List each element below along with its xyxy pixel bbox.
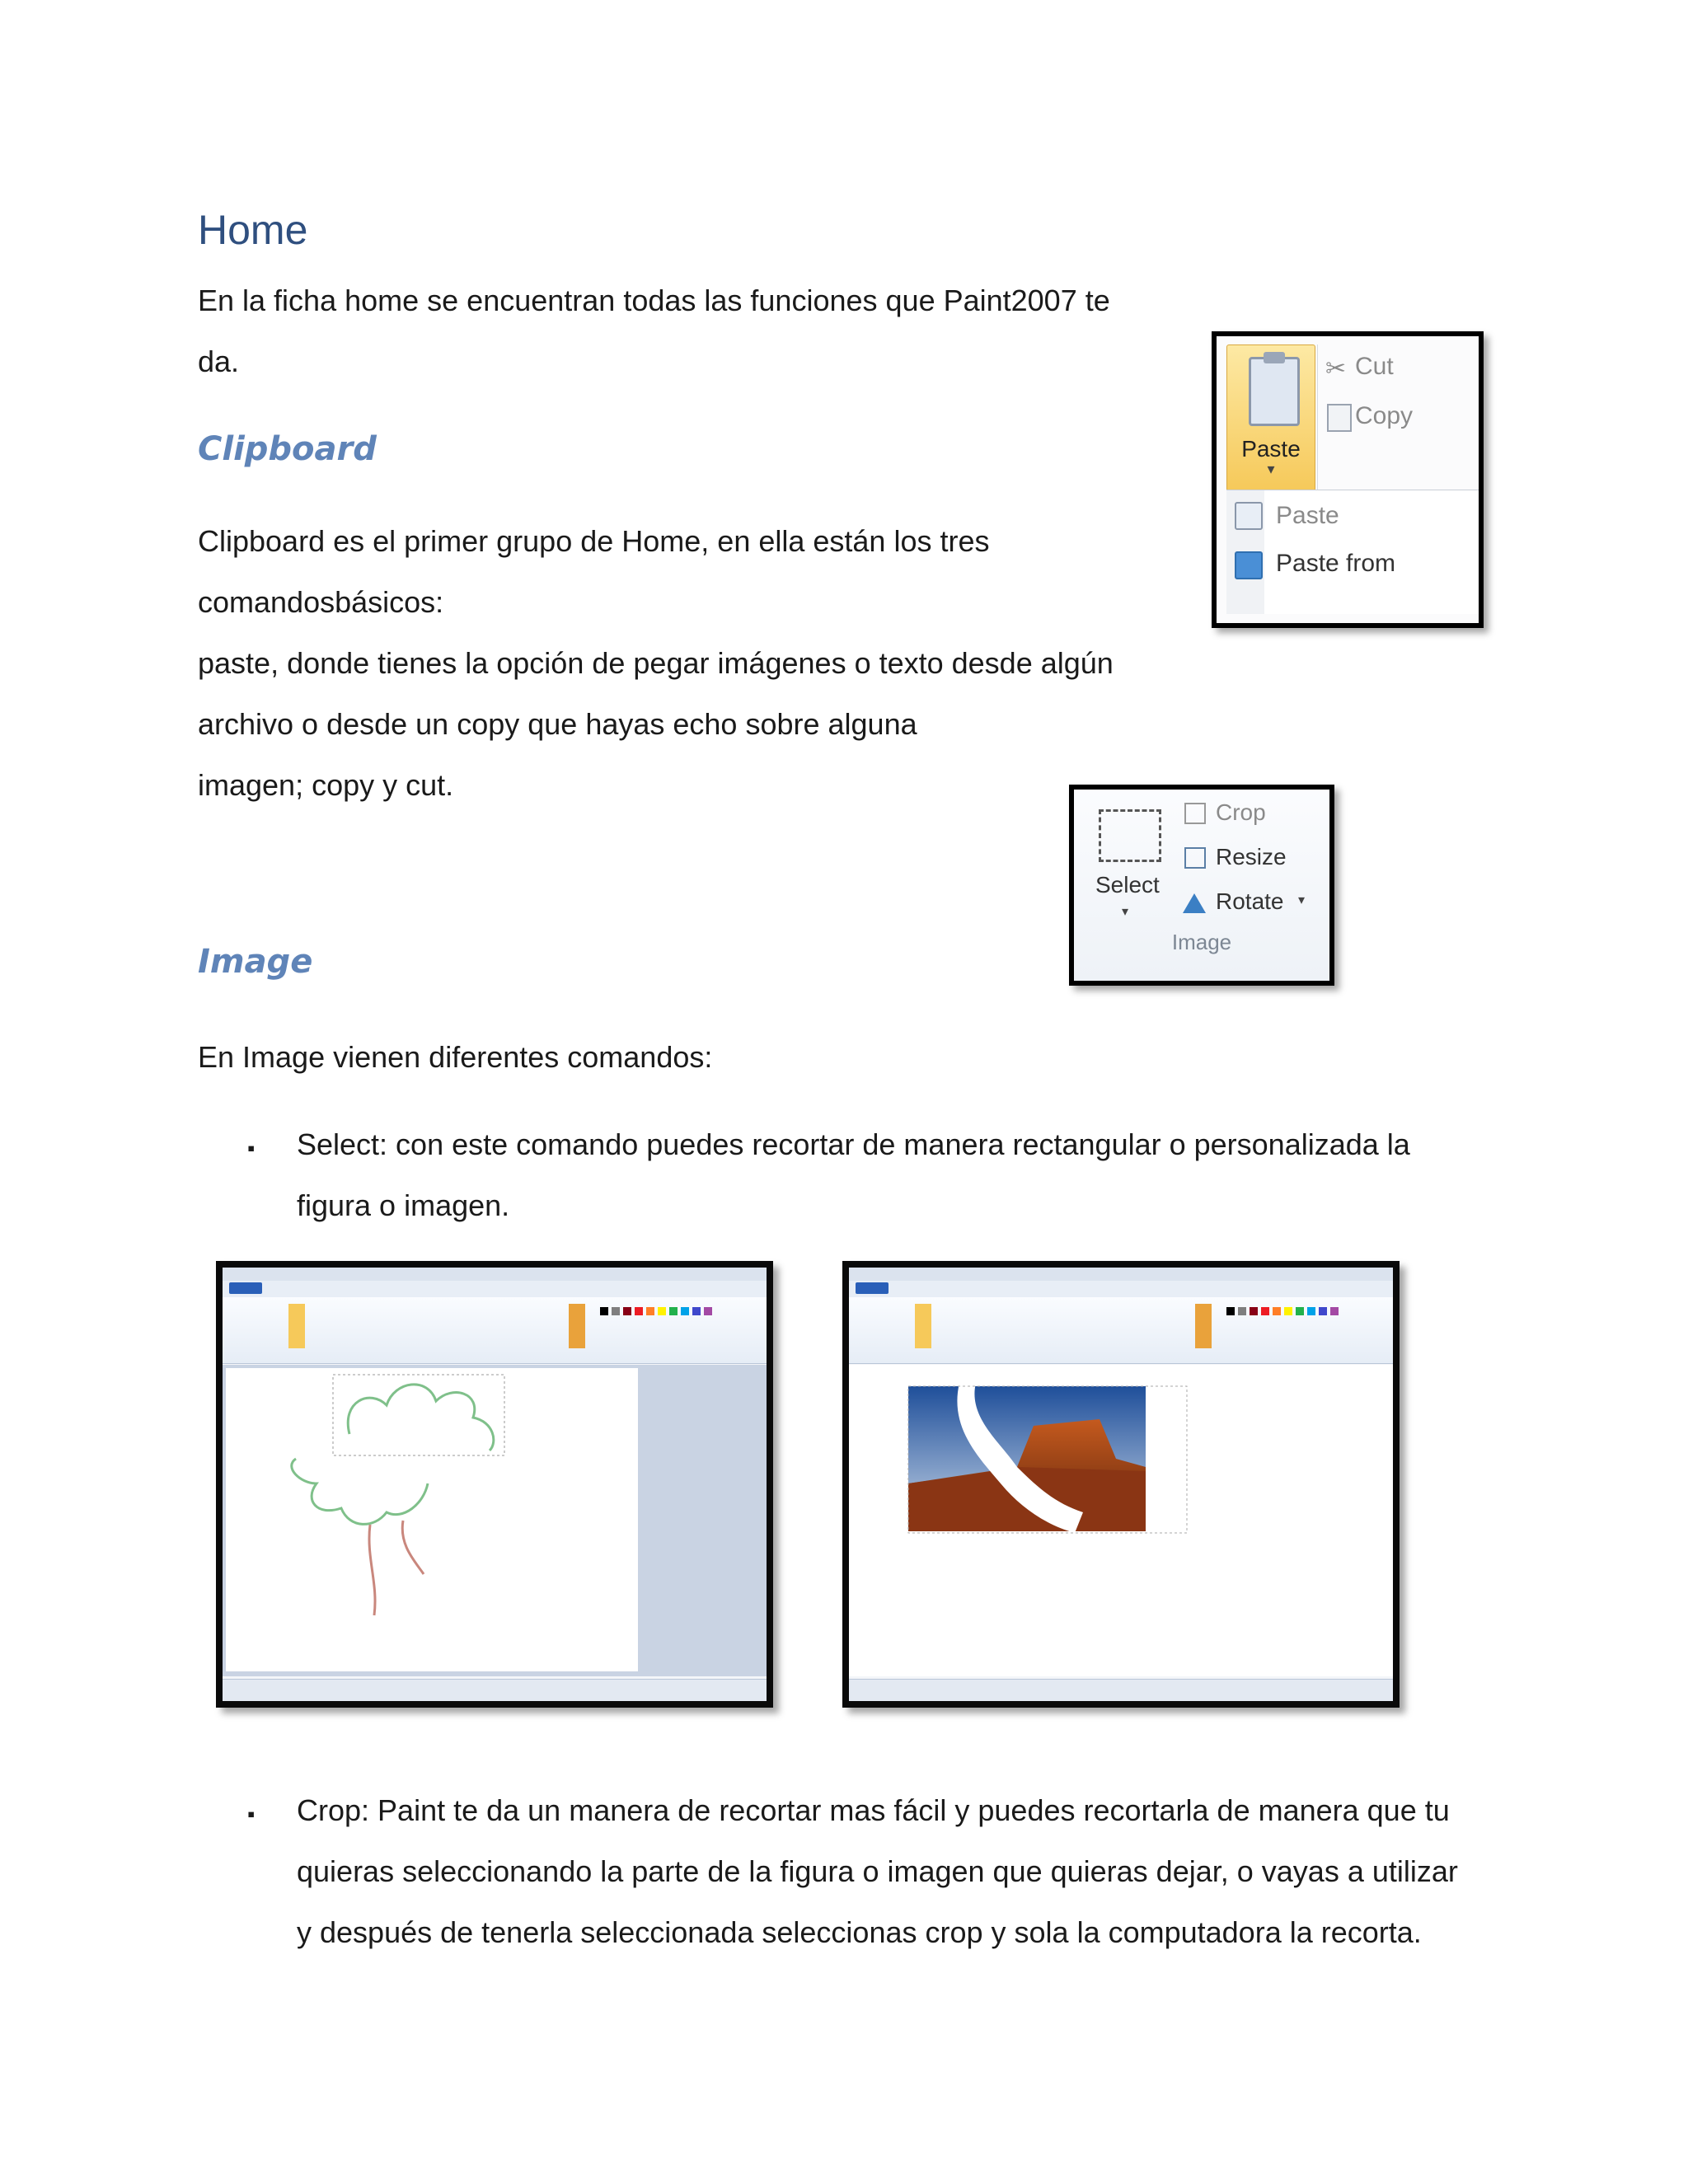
intro-line-2: da.: [198, 344, 240, 378]
bullet-select-line-2: figura o imagen.: [297, 1188, 510, 1222]
rotate-icon: [1183, 893, 1206, 913]
image-group-screenshot: [1069, 785, 1334, 986]
clipboard-icon: [1249, 357, 1300, 426]
heading-image: Image: [198, 943, 313, 981]
intro-line-1: En la ficha home se encuentran todas las funciones que Paint2007 te: [198, 284, 1110, 317]
bullet-crop-line-2: quieras seleccionando la parte de la figura o imagen que quieras dejar, o vayas a utilizar: [297, 1854, 1458, 1888]
paint-ribbon: [223, 1297, 767, 1364]
crop-icon: [1184, 803, 1206, 824]
select-icon: [1099, 809, 1161, 862]
copy-button[interactable]: Copy: [1355, 402, 1414, 429]
paste-dropdown-menu: [1226, 490, 1479, 614]
paste-dropdown-arrow: ▾: [1267, 461, 1275, 477]
paste-label: Paste: [1241, 436, 1301, 462]
paint-canvas-2[interactable]: [852, 1368, 1380, 1671]
rotate-button[interactable]: Rotate: [1216, 888, 1284, 914]
paint-status-bar: [223, 1679, 767, 1701]
paint-screenshot-photo: [842, 1261, 1400, 1708]
paint-status-bar-2: [849, 1679, 1393, 1701]
image-intro: En Image vienen diferentes comandos:: [198, 1040, 713, 1074]
resize-button[interactable]: Resize: [1216, 844, 1287, 869]
bullet-crop-line-1: Crop: Paint te da un manera de recortar mas fácil y puedes recortarla de manera que tu: [297, 1793, 1450, 1827]
menu-paste-from[interactable]: Paste from: [1276, 550, 1396, 577]
image-group-label: Image: [1171, 930, 1232, 954]
desert-photo: [852, 1368, 1380, 1671]
clipboard-line-1: Clipboard es el primer grupo de Home, en ella están los tres: [198, 524, 990, 558]
file-menu-button: [229, 1282, 262, 1294]
clipboard-line-5: imagen; copy y cut.: [198, 768, 454, 802]
cut-button[interactable]: Cut: [1355, 353, 1394, 380]
clipboard-line-4: archivo o desde un copy que hayas echo sobre alguna: [198, 707, 917, 741]
scissors-icon: ✂: [1325, 355, 1347, 382]
copy-icon: [1327, 404, 1352, 432]
menu-paste[interactable]: Paste: [1276, 502, 1339, 529]
rotate-dropdown-arrow: ▾: [1298, 893, 1306, 907]
clipboard-line-2: comandosbásicos:: [198, 585, 444, 619]
bullet-select-marker: ▪: [247, 1136, 256, 1160]
paste-menu-icon: [1235, 502, 1263, 530]
paste-from-icon: [1235, 551, 1263, 579]
clipboard-clip-icon: [1264, 352, 1285, 363]
bullet-crop-line-3: y después de tenerla seleccionada seleccionas crop y sola la computadora la recorta.: [297, 1915, 1422, 1949]
clipboard-line-3: paste, donde tienes la opción de pegar imágenes o texto desde algún: [198, 646, 1114, 680]
paint-canvas[interactable]: [226, 1368, 638, 1671]
heading-home: Home: [198, 207, 308, 253]
paint-ribbon-2: [849, 1297, 1393, 1364]
tree-drawing: [226, 1368, 638, 1671]
paint-screenshot-drawing: [216, 1261, 773, 1708]
bullet-select-line-1: Select: con este comando puedes recortar de manera rectangular o personalizada la: [297, 1127, 1410, 1161]
crop-button[interactable]: Crop: [1216, 799, 1266, 825]
paste-button[interactable]: [1226, 344, 1315, 491]
resize-icon: [1184, 847, 1206, 869]
select-dropdown-arrow: ▾: [1122, 905, 1129, 919]
file-menu-button-2: [856, 1282, 889, 1294]
clipboard-screenshot: [1212, 331, 1484, 628]
bullet-crop-marker: ▪: [247, 1802, 256, 1826]
heading-clipboard: Clipboard: [198, 430, 377, 468]
select-button[interactable]: Select: [1095, 872, 1160, 898]
